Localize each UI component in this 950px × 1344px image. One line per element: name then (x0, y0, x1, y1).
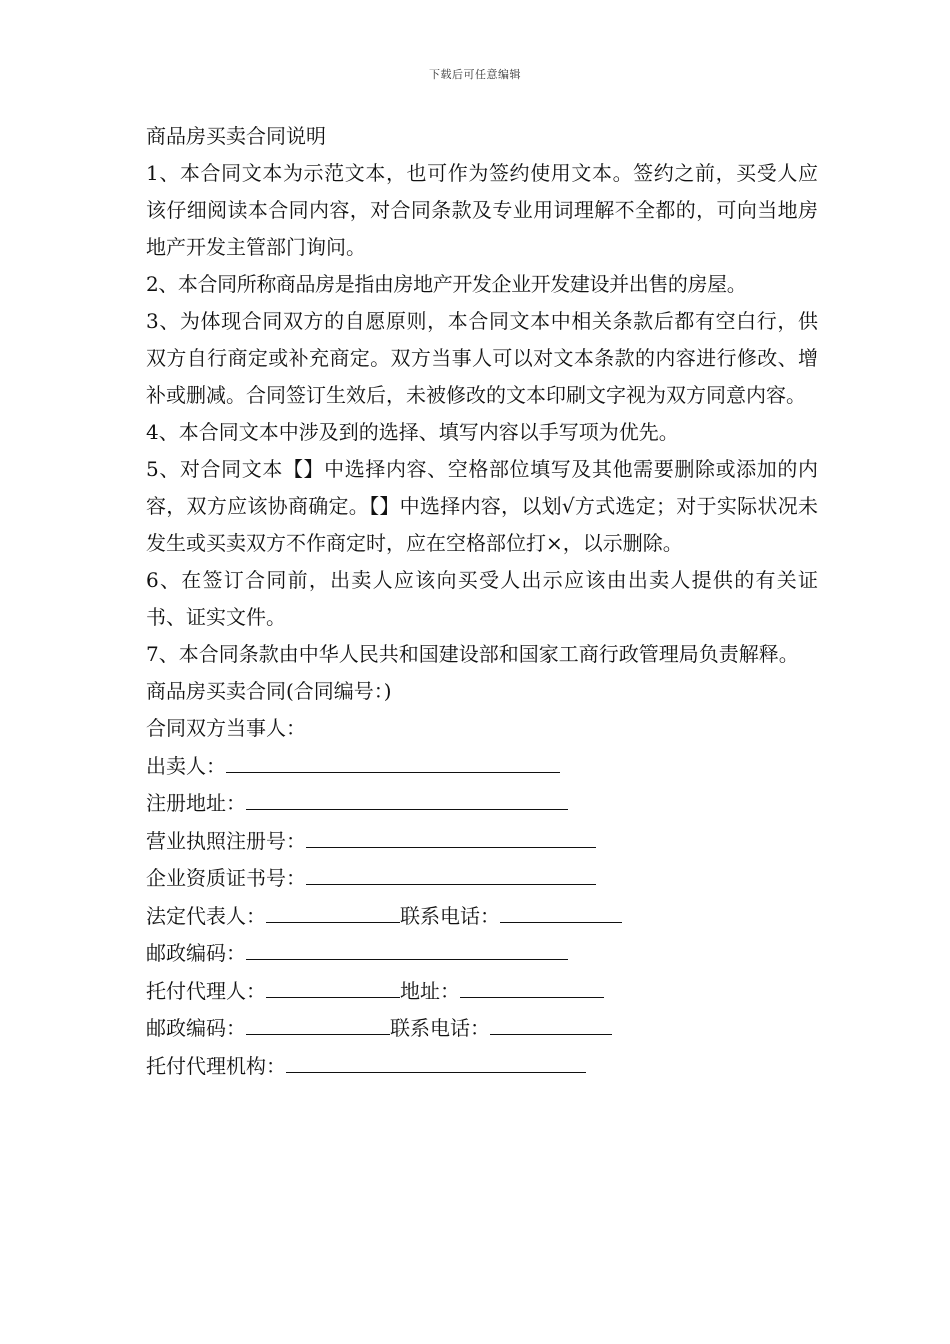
explanation-item-7: 7、本合同条款由中华人民共和国建设部和国家工商行政管理局负责解释。 (146, 642, 799, 666)
explanation-item-3: 3、为体现合同双方的自愿原则，本合同文本中相关条款后都有空白行，供双方自行商定或补充商定。双方当事人可以对文本条款的内容进行修改、增补或删减。合同签订生效后，未被修改的文本印刷文字视为双方同意内容。 (146, 309, 818, 407)
qualification-no-blank[interactable] (306, 862, 596, 885)
agency-label: 托付代理机构： (146, 1053, 286, 1078)
postcode-2-blank[interactable] (246, 1012, 390, 1035)
postcode-1-row (146, 935, 818, 973)
page-header-note: 下载后可任意编辑 (429, 68, 521, 81)
explanation-item-1: 1、本合同文本为示范文本，也可作为签约使用文本。签约之前，买受人应该仔细阅读本合同内容，对合同条款及专业用词理解不全都的，可向当地房地产开发主管部门询问。 (146, 161, 818, 259)
phone-1-label: 联系电话： (400, 903, 500, 928)
license-no-label: 营业执照注册号： (146, 828, 306, 853)
explanation-item-4: 4、本合同文本中涉及到的选择、填写内容以手写项为优先。 (146, 420, 679, 444)
postcode-2-label: 邮政编码： (146, 1016, 246, 1040)
legal-rep-blank[interactable] (266, 900, 400, 923)
license-no-blank[interactable] (306, 825, 596, 848)
agency-blank[interactable] (286, 1050, 586, 1073)
postcode-2-row (146, 1010, 818, 1048)
explanation-item-2: 2、本合同所称商品房是指由房地产开发企业开发建设并出售的房屋。 (146, 272, 747, 296)
reg-address-blank[interactable] (246, 787, 568, 810)
qualification-no-row (146, 860, 818, 898)
agent-row (146, 973, 818, 1011)
phone-2-blank[interactable] (490, 1012, 612, 1035)
parties-label: 合同双方当事人： (146, 716, 306, 740)
legal-rep-row (146, 898, 818, 936)
document-body (146, 118, 818, 1085)
postcode-1-blank[interactable] (246, 937, 568, 960)
contract-title: 商品房买卖合同(合同编号：) (146, 679, 392, 703)
license-no-row (146, 823, 818, 861)
reg-address-label: 注册地址： (146, 791, 246, 815)
seller-row (146, 748, 818, 786)
address-label: 地址： (400, 978, 460, 1003)
postcode-1-label: 邮政编码： (146, 941, 246, 965)
address-blank[interactable] (460, 975, 604, 998)
explanation-title: 商品房买卖合同说明 (146, 124, 326, 148)
explanation-item-5: 5、对合同文本【】中选择内容、空格部位填写及其他需要删除或添加的内容，双方应该协商确定。【】中选择内容，以划√方式选定；对于实际状况未发生或买卖双方不作商定时，应在空格部位打×，以示删除。 (146, 457, 818, 555)
phone-2-label: 联系电话： (390, 1016, 490, 1040)
legal-rep-label: 法定代表人： (146, 903, 266, 928)
seller-blank[interactable] (226, 750, 560, 773)
seller-label: 出卖人： (146, 753, 226, 778)
agent-blank[interactable] (266, 975, 400, 998)
agency-row (146, 1048, 818, 1086)
qualification-no-label: 企业资质证书号： (146, 866, 306, 890)
reg-address-row (146, 785, 818, 823)
explanation-item-6: 6、在签订合同前，出卖人应该向买受人出示应该由出卖人提供的有关证书、证实文件。 (146, 568, 818, 629)
phone-1-blank[interactable] (500, 900, 622, 923)
agent-label: 托付代理人： (146, 978, 266, 1003)
